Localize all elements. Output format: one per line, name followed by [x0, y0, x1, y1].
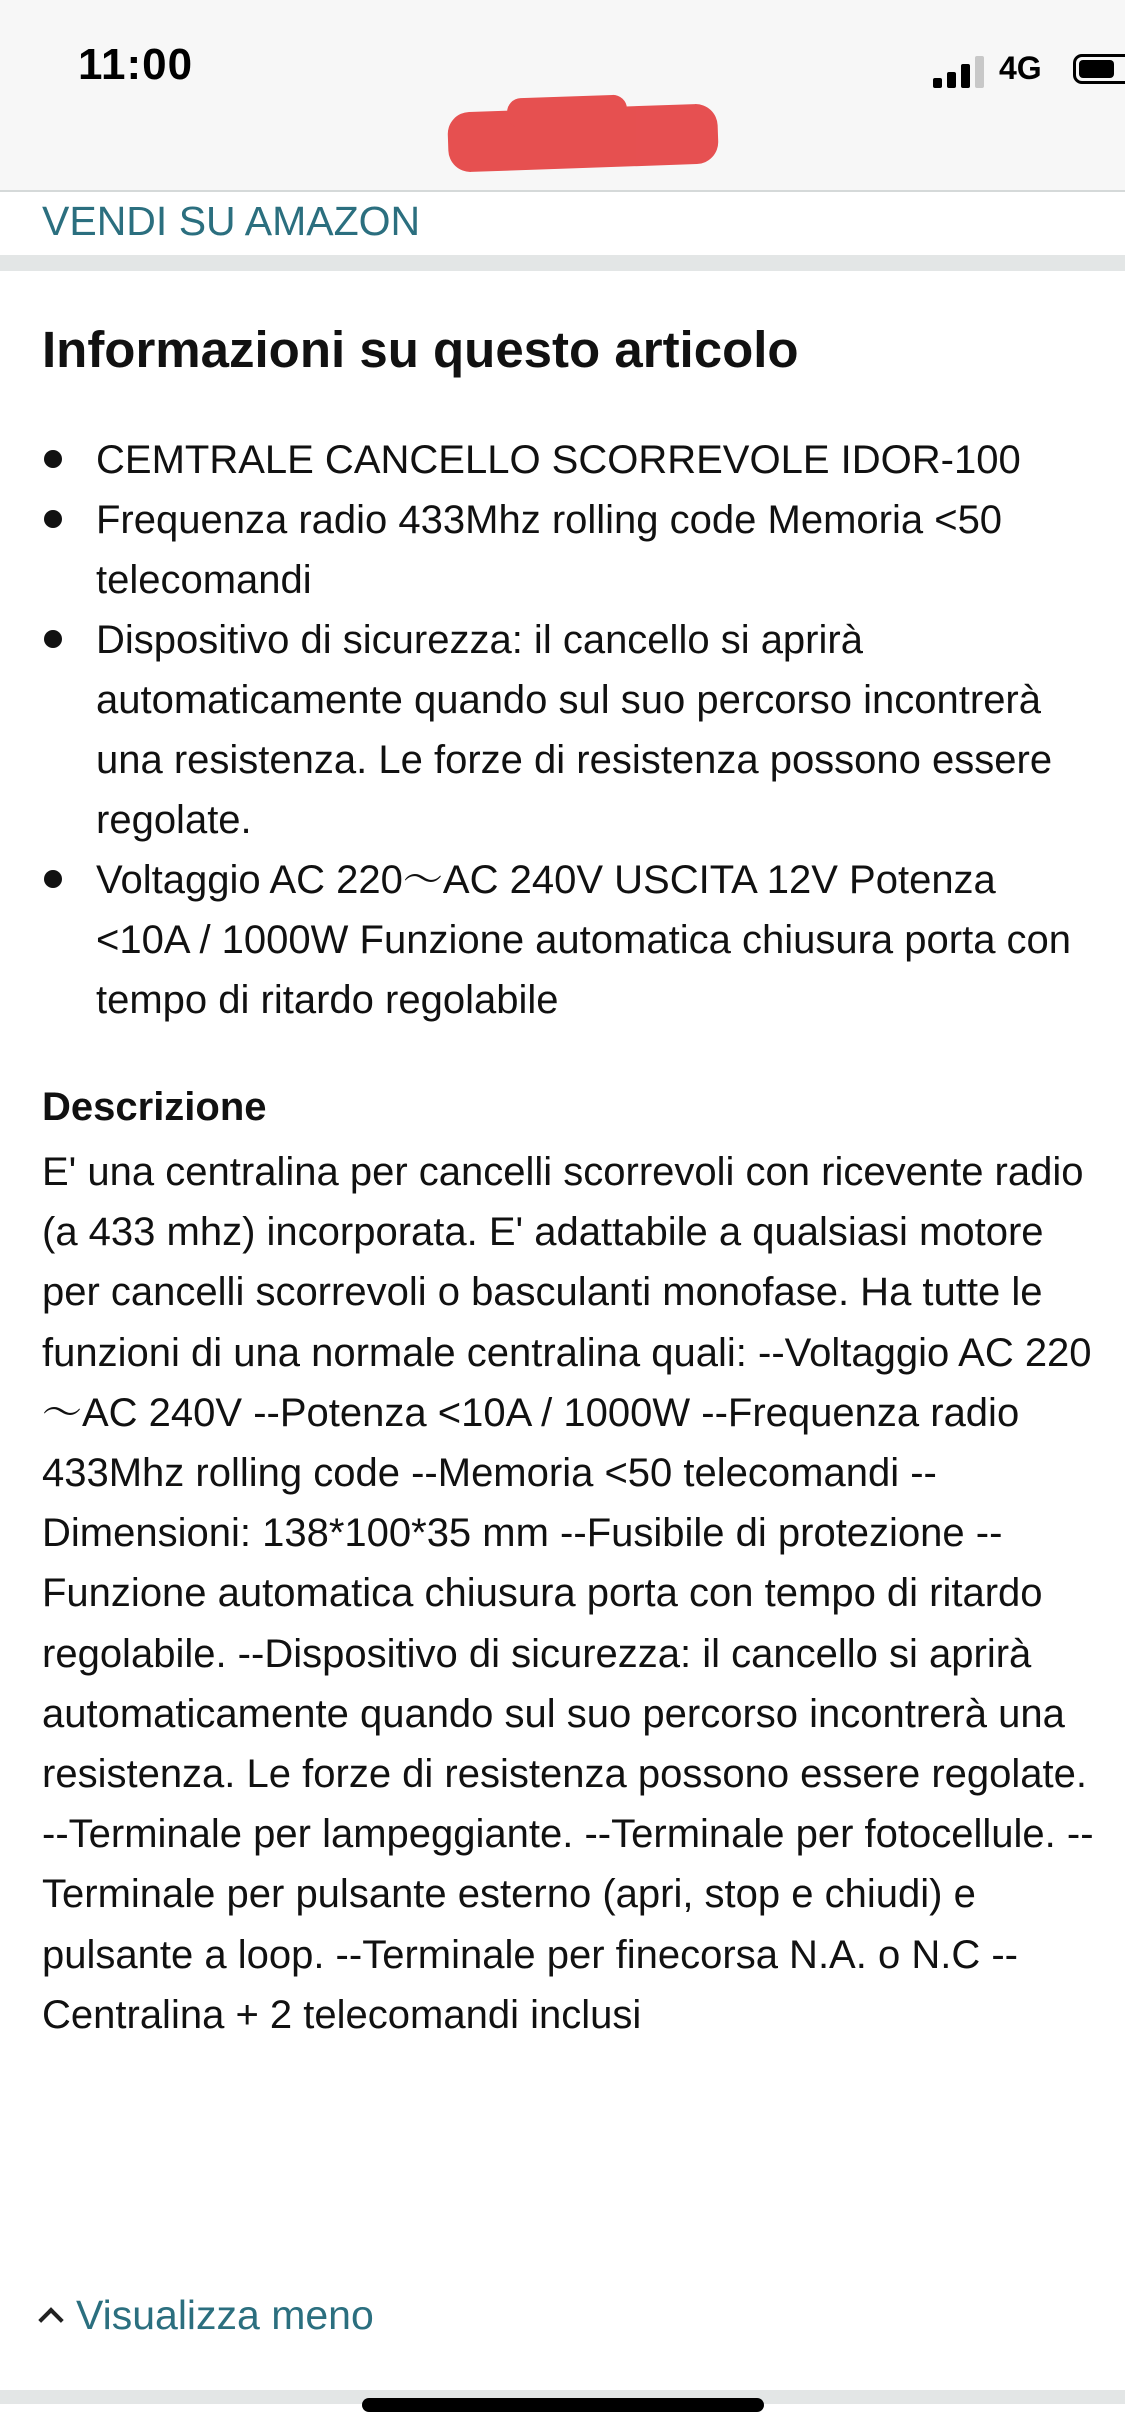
section-separator: [0, 255, 1125, 271]
feature-bullet: CEMTRALE CANCELLO SCORREVOLE IDOR-100: [42, 430, 1082, 490]
feature-bullet: Frequenza radio 433Mhz rolling code Memoria <50 telecomandi: [42, 490, 1082, 610]
show-less-button[interactable]: [42, 2292, 374, 2339]
redacted-url[interactable]: [447, 103, 719, 172]
about-item-title: Informazioni su questo articolo: [42, 321, 799, 378]
bullet-dot-icon: [44, 870, 62, 888]
status-bar: [0, 0, 1125, 192]
chevron-up-icon: [38, 2307, 63, 2332]
description-heading: Descrizione: [42, 1085, 267, 1129]
signal-icon: [933, 54, 993, 88]
bullet-dot-icon: [44, 630, 62, 648]
bullet-dot-icon: [44, 450, 62, 468]
battery-level: [1079, 60, 1114, 78]
battery-icon: [1073, 54, 1125, 84]
feature-bullet: Voltaggio AC 220～AC 240V USCITA 12V Potenza <10A / 1000W Funzione automatica chiusura porta con tempo di ritardo regolabile: [42, 850, 1082, 1030]
sell-on-amazon-link[interactable]: VENDI SU AMAZON: [42, 198, 421, 244]
feature-bullet: Dispositivo di sicurezza: il cancello si aprirà automaticamente quando sul suo percorso incontrerà una resistenza. Le forze di resistenza possono essere regolate.: [42, 610, 1082, 850]
home-indicator[interactable]: [362, 2398, 764, 2412]
header-divider: [0, 190, 1125, 192]
description-text: E' una centralina per cancelli scorrevoli con ricevente radio (a 433 mhz) incorporata. E' adattabile a qualsiasi motore per cancelli scorrevoli o basculanti monofase. Ha tutte le funzioni di una normale centralina quali: --Voltaggio AC 220～AC 240V --Potenza <10A / 1000W --Frequenza radio 433Mhz rolling code --Memoria <50 telecomandi --Dimensioni: 138*100*35 mm --Fusibile di protezione --Funzione automatica chiusura porta con tempo di ritardo regolabile. --Dispositivo di sicurezza: il cancello si aprirà automaticamente quando sul suo percorso incontrerà una resistenza. Le forze di resistenza possono essere regolate. --Terminale per lampeggiante. --Terminale per fotocellule. --Terminale per pulsante esterno (apri, stop e chiudi) e pulsante a loop. --Terminale per finecorsa N.A. o N.C --Centralina + 2 telecomandi inclusi: [42, 1150, 1094, 2037]
feature-bullet-list: [42, 430, 1082, 1030]
status-time: 11:00: [78, 40, 194, 89]
bullet-dot-icon: [44, 510, 62, 528]
network-type: 4G: [999, 50, 1042, 86]
show-less-label: Visualizza meno: [76, 2292, 374, 2338]
